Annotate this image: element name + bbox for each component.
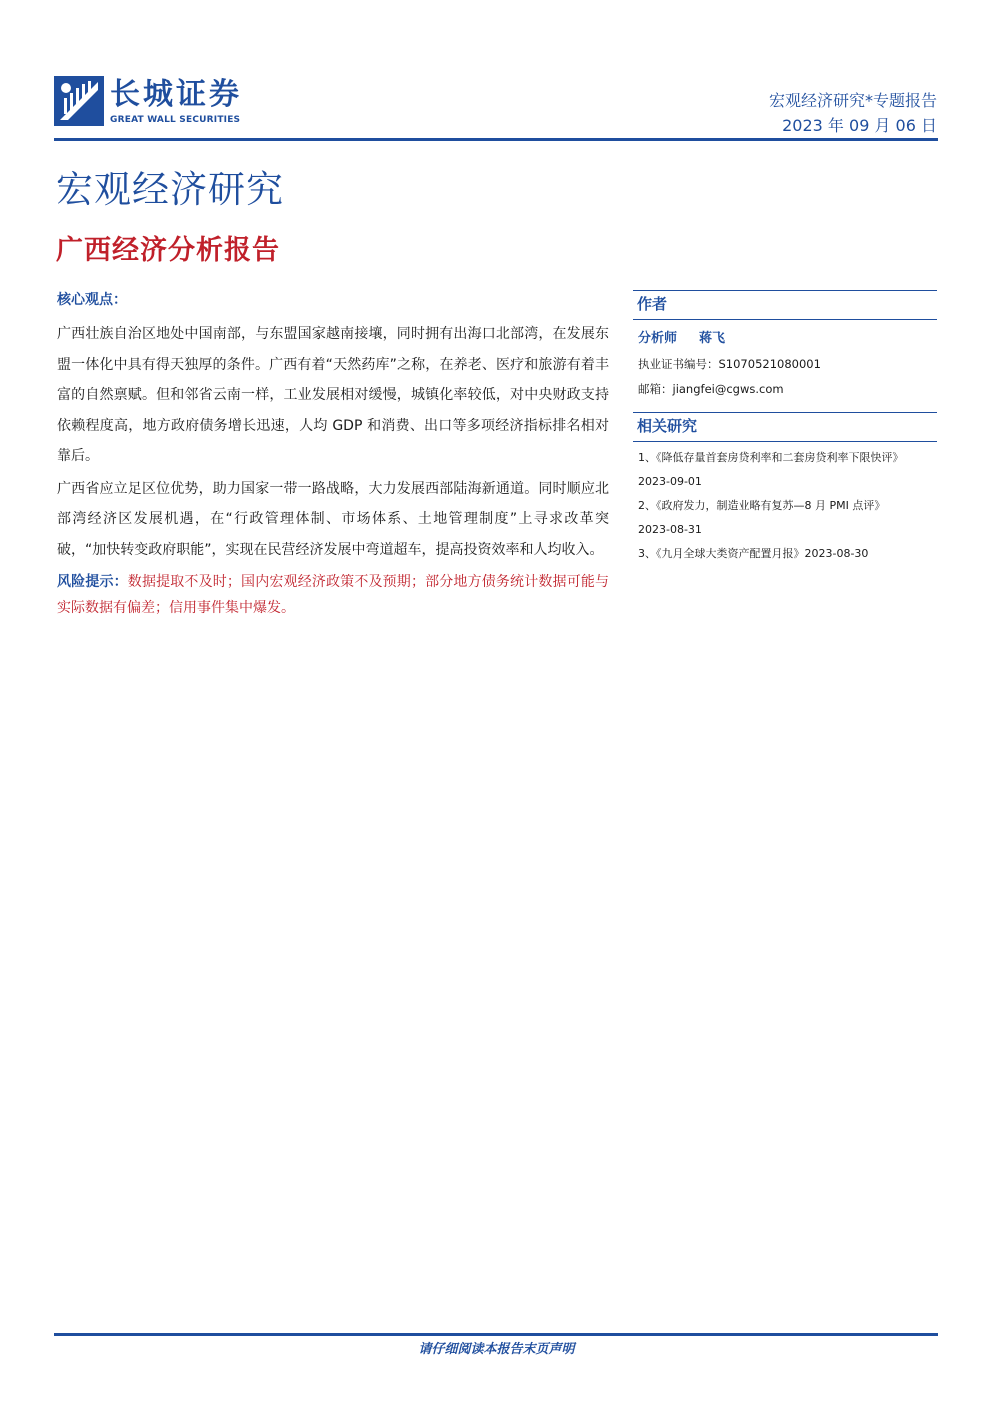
report-date: 2023 年 09 月 06 日 (782, 116, 937, 135)
related-item-date: 2023-08-31 (638, 523, 702, 536)
core-views-label: 核心观点： (57, 292, 127, 308)
analyst-name: 蒋飞 (699, 331, 726, 346)
brand-name-cn: 长城证券 (110, 77, 242, 112)
report-meta (769, 88, 937, 138)
related-research-list (633, 442, 937, 566)
related-research-heading: 相关研究 (633, 412, 937, 442)
analyst-email: 邮箱：jiangfei@cgws.com (638, 382, 784, 396)
footer-divider (54, 1333, 938, 1336)
analyst-cert: 执业证书编号：S1070521080001 (638, 357, 821, 371)
core-views-paragraph: 广西省应立足区位优势，助力国家一带一路战略，大力发展西部陆海新通道。同时顺应北部湾经济区发展机遇，在“行政管理体制、市场体系、土地管理制度”上寻求改革突破，“加快转变政府职能”，实现在民营经济发展中弯道超车，提高投资效率和人均收入。 (57, 480, 609, 558)
risk-text: 数据提取不及时；国内宏观经济政策不及预期；部分地方债务统计数据可能与实际数据有偏差；信用事件集中爆发。 (57, 574, 610, 616)
related-item-title[interactable]: 2、《政府发力，制造业略有复苏—8 月 PMI 点评》 (638, 499, 886, 512)
risk-notice (57, 569, 609, 621)
core-views-section (57, 289, 609, 621)
footer-disclaimer: 请仔细阅读本报告末页声明 (418, 1342, 575, 1357)
analyst-line (638, 326, 937, 352)
report-type: 宏观经济研究*专题报告 (768, 91, 937, 110)
page-title: 宏观经济研究 (56, 168, 284, 211)
related-item-title[interactable]: 1、《降低存量首套房贷利率和二套房贷利率下限快评》 (638, 451, 904, 464)
brand-name-en: GREAT WALL SECURITIES (110, 115, 241, 125)
sidebar (633, 290, 937, 566)
risk-label: 风险提示： (57, 574, 128, 590)
related-item-title[interactable]: 3、《九月全球大类资产配置月报》2023-08-30 (638, 547, 869, 560)
author-heading: 作者 (633, 290, 937, 320)
header-divider (54, 138, 938, 141)
related-item-date: 2023-09-01 (638, 475, 702, 488)
core-views-paragraph: 广西壮族自治区地处中国南部，与东盟国家越南接壤，同时拥有出海口北部湾，在发展东盟一体化中具有得天独厚的条件。广西有着“天然药库”之称，在养老、医疗和旅游有着丰富的自然禀赋。但和邻省云南一样，工业发展相对缓慢，城镇化率较低，对中央财政支持依赖程度高，地方政府债务增长迅速，人均 GDP 和消费、出口等多项经济指标排名相对靠后。 (57, 326, 609, 464)
report-subtitle: 广西经济分析报告 (56, 235, 280, 266)
great-wall-logo-icon (54, 76, 104, 126)
analyst-role: 分析师 (638, 331, 678, 346)
author-info (633, 320, 937, 402)
